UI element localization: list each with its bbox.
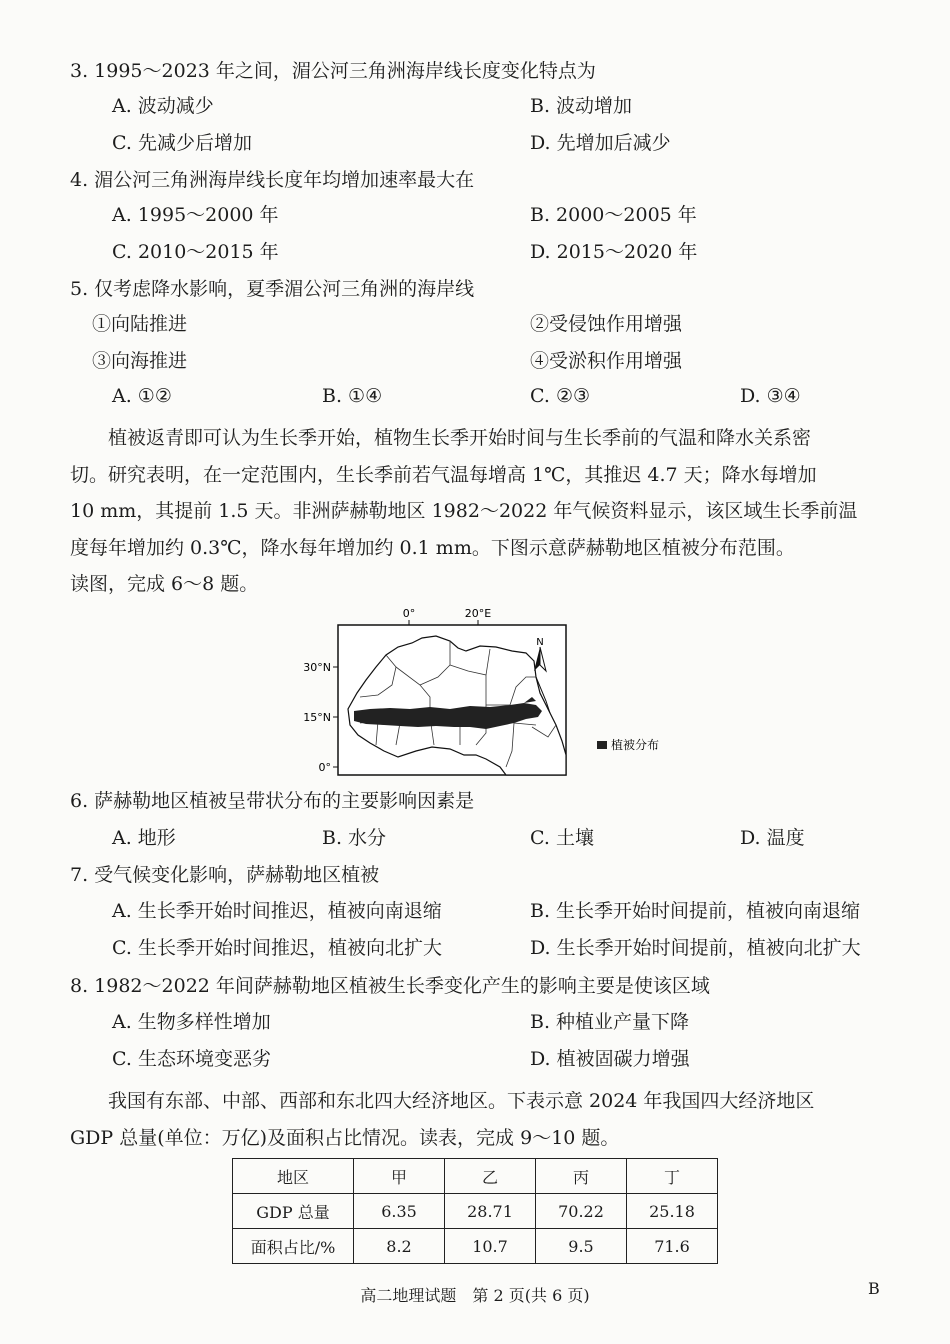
passage-sahel-line-1: 植被返青即可认为生长季开始，植物生长季开始时间与生长季前的气温和降水关系密 (70, 427, 812, 449)
q3-option-b: B. 波动增加 (530, 95, 633, 117)
q5-statement-1: ①向陆推进 (92, 313, 188, 335)
table-cell: 6.35 (354, 1194, 445, 1229)
table-cell: 面积占比/% (233, 1229, 354, 1264)
q5-option-b: B. ①④ (322, 385, 383, 407)
q7-option-c: C. 生长季开始时间推迟，植被向北扩大 (112, 937, 442, 959)
q6-option-a: A. 地形 (112, 827, 176, 849)
passage-sahel-line-2: 切。研究表明，在一定范围内，生长季前若气温每增高 1℃，其推迟 4.7 天；降水每增加 (70, 463, 817, 486)
table-cell: 乙 (445, 1159, 536, 1194)
q3-option-a: A. 波动减少 (112, 95, 214, 117)
table-cell: 丁 (627, 1159, 718, 1194)
version-mark: B (868, 1279, 880, 1298)
passage-sahel-line-3: 10 mm，其提前 1.5 天。非洲萨赫勒地区 1982～2022 年气候资料显示，该区域生长季前温 (70, 500, 858, 522)
q3-option-d: D. 先增加后减少 (530, 132, 671, 154)
passage-sahel-line-4: 度每年增加约 0.3℃，降水每年增加约 0.1 mm。下图示意萨赫勒地区植被分布范围。 (70, 536, 795, 559)
q6-option-d: D. 温度 (740, 827, 805, 849)
table-cell: 71.6 (627, 1229, 718, 1264)
q6-option-c: C. 土壤 (530, 827, 594, 849)
table-cell: 甲 (354, 1159, 445, 1194)
legend-swatch (597, 741, 607, 749)
sahel-vegetation-map (300, 605, 680, 783)
table-row-area (233, 1229, 718, 1264)
lat-30-label: 30°N (303, 661, 331, 674)
q4-option-b: B. 2000～2005 年 (530, 204, 697, 226)
table-cell: 丙 (536, 1159, 627, 1194)
page-footer: 高二地理试题 第 2 页(共 6 页) (360, 1286, 590, 1305)
q4-option-d: D. 2015～2020 年 (530, 241, 698, 263)
q5-option-d: D. ③④ (740, 385, 801, 407)
passage-sahel (70, 420, 882, 603)
q6-stem: 6. 萨赫勒地区植被呈带状分布的主要影响因素是 (70, 790, 475, 812)
q4-stem: 4. 湄公河三角洲海岸线长度年均增加速率最大在 (70, 169, 475, 191)
legend-label: 植被分布 (611, 738, 660, 752)
q5-statement-2: ②受侵蚀作用增强 (530, 313, 683, 335)
lat-0-label: 0° (318, 761, 331, 774)
table-cell: 10.7 (445, 1229, 536, 1264)
q7-option-a: A. 生长季开始时间推迟，植被向南退缩 (112, 900, 442, 922)
q7-stem: 7. 受气候变化影响，萨赫勒地区植被 (70, 864, 380, 886)
table-cell: 28.71 (445, 1194, 536, 1229)
table-cell: GDP 总量 (233, 1194, 354, 1229)
map-svg (300, 605, 680, 783)
q7-option-b: B. 生长季开始时间提前，植被向南退缩 (530, 900, 861, 922)
passage-gdp-line-1: 我国有东部、中部、西部和东北四大经济地区。下表示意 2024 年我国四大经济地区 (70, 1090, 815, 1112)
gdp-area-table (232, 1158, 718, 1264)
lat-15-label: 15°N (303, 711, 331, 724)
passage-sahel-line-5: 读图，完成 6～8 题。 (70, 573, 259, 595)
q5-option-c: C. ②③ (530, 385, 591, 407)
table-row-gdp (233, 1194, 718, 1229)
table-cell: 8.2 (354, 1229, 445, 1264)
table-cell: 25.18 (627, 1194, 718, 1229)
q7-option-d: D. 生长季开始时间提前，植被向北扩大 (530, 937, 861, 959)
table-cell: 70.22 (536, 1194, 627, 1229)
lon-20-label: 20°E (464, 607, 492, 620)
lon-0-label: 0° (402, 607, 416, 620)
passage-gdp-line-2: GDP 总量(单位：万亿)及面积占比情况。读表，完成 9～10 题。 (70, 1126, 620, 1149)
q3-option-c: C. 先减少后增加 (112, 132, 252, 154)
q8-option-a: A. 生物多样性增加 (112, 1011, 271, 1033)
q5-statement-3: ③向海推进 (92, 350, 188, 372)
q4-option-c: C. 2010～2015 年 (112, 241, 279, 263)
table-cell: 9.5 (536, 1229, 627, 1264)
q5-statement-4: ④受淤积作用增强 (530, 350, 683, 372)
q8-stem: 8. 1982～2022 年间萨赫勒地区植被生长季变化产生的影响主要是使该区域 (70, 975, 710, 997)
table-cell: 地区 (233, 1159, 354, 1194)
north-label: N (536, 637, 544, 648)
passage-gdp (70, 1083, 882, 1156)
q4-option-a: A. 1995～2000 年 (112, 204, 279, 226)
q8-option-c: C. 生态环境变恶劣 (112, 1048, 271, 1070)
q8-option-b: B. 种植业产量下降 (530, 1011, 690, 1033)
table-header-row (233, 1159, 718, 1194)
q8-option-d: D. 植被固碳力增强 (530, 1048, 690, 1070)
q6-option-b: B. 水分 (322, 827, 387, 849)
q5-option-a: A. ①② (112, 385, 172, 407)
q3-stem: 3. 1995～2023 年之间，湄公河三角洲海岸线长度变化特点为 (70, 60, 596, 82)
q5-stem: 5. 仅考虑降水影响，夏季湄公河三角洲的海岸线 (70, 278, 475, 300)
